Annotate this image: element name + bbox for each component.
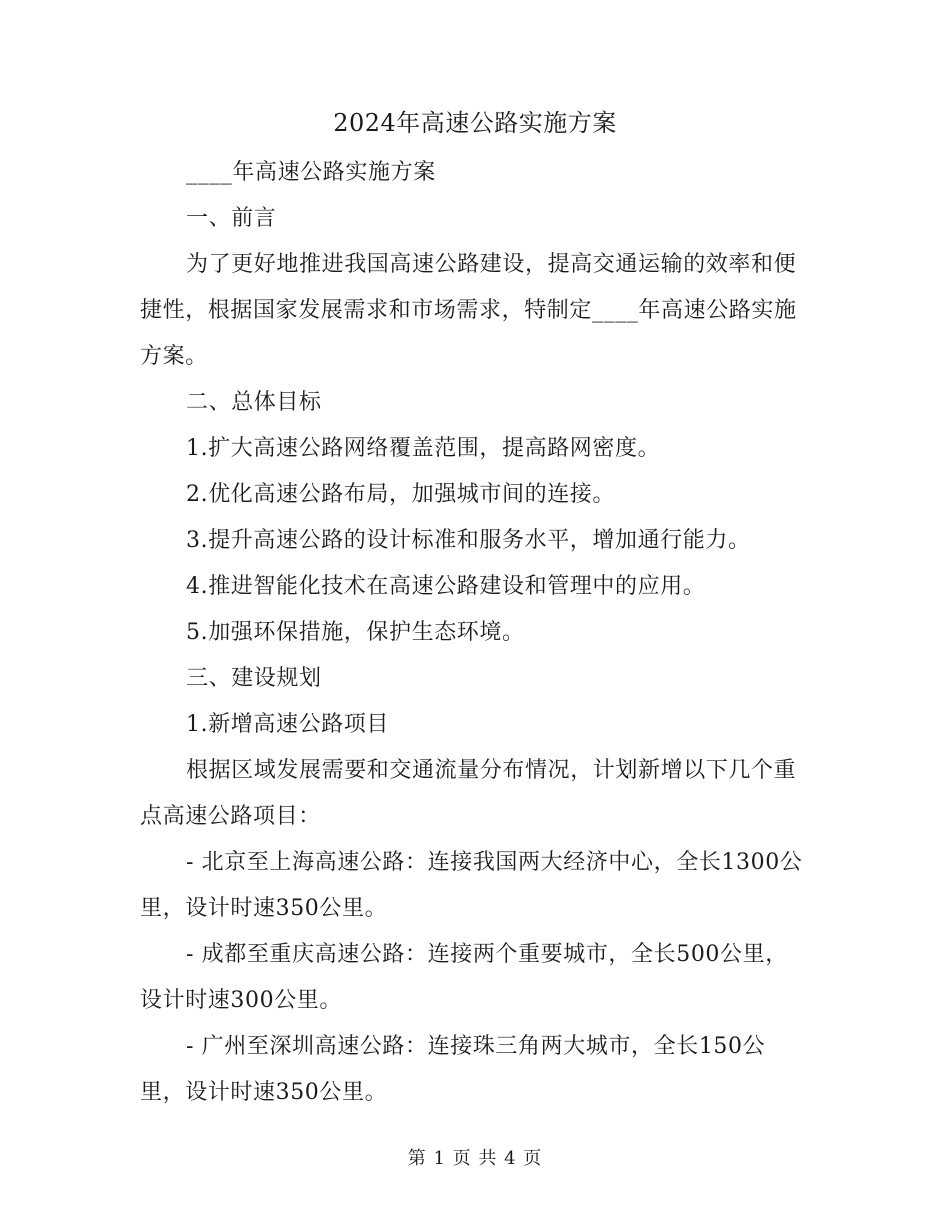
- project-item-beijing-shanghai: - 北京至上海高速公路：连接我国两大经济中心，全长1300公里，设计时速350公里。: [140, 850, 803, 921]
- goal-item-3: 3.提升高速公路的设计标准和服务水平，增加通行能力。: [186, 528, 751, 553]
- section-heading-preface: 一、前言: [186, 206, 277, 231]
- document-body: [140, 150, 805, 1116]
- section-heading-plan: 三、建设规划: [186, 666, 322, 691]
- subtitle-line: ____年高速公路实施方案: [186, 160, 436, 185]
- plan-subheading-new-projects: 1.新增高速公路项目: [186, 712, 389, 737]
- goal-item-5: 5.加强环保措施，保护生态环境。: [186, 620, 525, 645]
- goal-item-2: 2.优化高速公路布局，加强城市间的连接。: [186, 482, 615, 507]
- project-item-guangzhou-shenzhen: - 广州至深圳高速公路：连接珠三角两大城市，全长150公里，设计时速350公里。: [140, 1034, 766, 1105]
- page-footer: 第 1 页 共 4 页: [407, 1148, 543, 1169]
- project-item-chengdu-chongqing: - 成都至重庆高速公路：连接两个重要城市，全长500公里，设计时速300公里。: [140, 942, 788, 1013]
- document-title: 2024年高速公路实施方案: [333, 109, 617, 137]
- section-heading-goals: 二、总体目标: [186, 390, 322, 415]
- preface-paragraph: 为了更好地推进我国高速公路建设，提高交通运输的效率和便捷性，根据国家发展需求和市场需求，特制定____年高速公路实施方案。: [140, 252, 797, 369]
- goal-item-1: 1.扩大高速公路网络覆盖范围，提高路网密度。: [186, 436, 661, 461]
- goal-item-4: 4.推进智能化技术在高速公路建设和管理中的应用。: [186, 574, 706, 599]
- plan-intro-paragraph: 根据区域发展需要和交通流量分布情况，计划新增以下几个重点高速公路项目：: [140, 758, 797, 829]
